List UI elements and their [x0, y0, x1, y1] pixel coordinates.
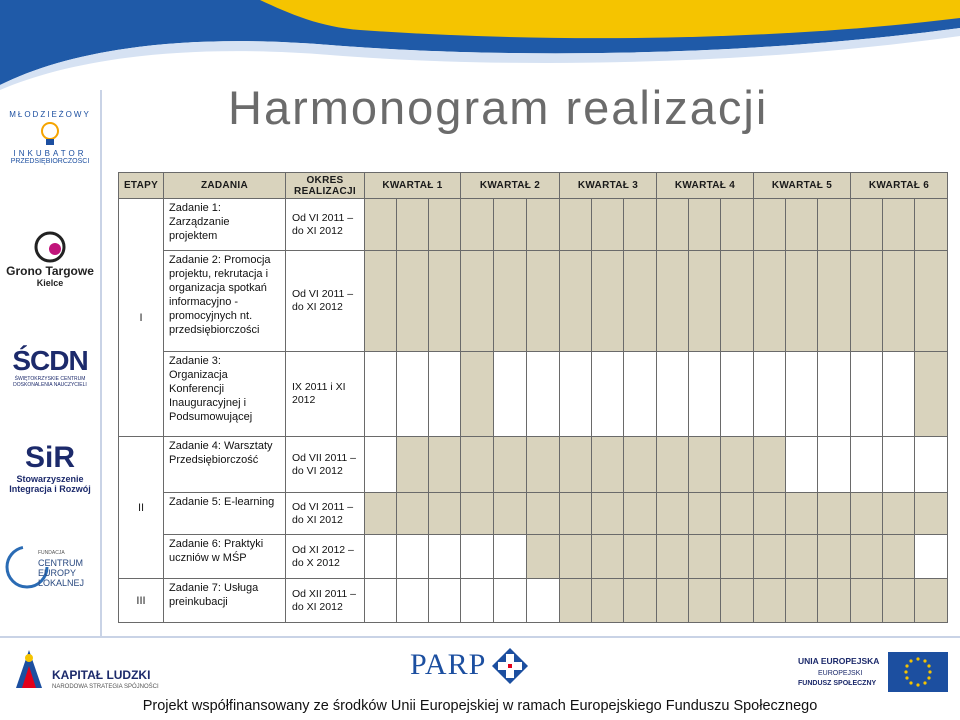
task-row	[119, 437, 948, 493]
month-cell-active	[624, 251, 657, 352]
month-cell-inactive	[818, 437, 851, 493]
month-cell-active	[915, 251, 948, 352]
task-row	[119, 493, 948, 535]
month-cell-active	[818, 251, 851, 352]
month-cell-active	[657, 437, 689, 493]
month-cell-inactive	[818, 352, 851, 437]
month-cell-active	[786, 199, 818, 251]
footer-text: Projekt współfinansowany ze środków Unii Europejskiej w ramach Europejskiego Funduszu Społecznego	[142, 698, 818, 714]
month-cell-active	[494, 199, 527, 251]
month-cell-active	[754, 579, 786, 623]
task-row	[119, 535, 948, 579]
month-cell-active	[624, 493, 657, 535]
month-cell-active	[721, 437, 754, 493]
month-cell-active	[915, 493, 948, 535]
month-cell-active	[592, 251, 624, 352]
month-cell-inactive	[851, 437, 883, 493]
month-cell-active	[494, 493, 527, 535]
header-wave	[0, 0, 960, 90]
month-cell-active	[560, 535, 592, 579]
task-text: Organizacja Konferencji Inauguracyjnej i Podsumowującej	[169, 369, 253, 423]
month-cell-active	[851, 199, 883, 251]
header-stages: ETAPY	[119, 173, 164, 199]
month-cell-active	[851, 579, 883, 623]
logo-parp	[398, 640, 540, 692]
logo-centrum-line4: LOKALNEJ	[38, 578, 85, 588]
logo-grono-line2: Kielce	[36, 278, 64, 288]
month-cell-active	[657, 251, 689, 352]
month-cell-active	[883, 579, 915, 623]
task-cell	[164, 493, 286, 535]
task-row	[119, 251, 948, 352]
month-cell-active	[624, 437, 657, 493]
month-cell-active	[494, 251, 527, 352]
month-cell-active	[786, 579, 818, 623]
month-cell-active	[527, 437, 560, 493]
month-cell-active	[592, 199, 624, 251]
month-cell-active	[754, 199, 786, 251]
period-cell: Od XI 2012 – do X 2012	[286, 535, 365, 579]
logo-kapital-line1: KAPITAŁ LUDZKI	[52, 668, 151, 682]
task-text: Zarządzanie projektem	[169, 216, 230, 242]
month-cell-inactive	[689, 352, 721, 437]
eu-flag-icon	[888, 652, 948, 692]
period-cell: IX 2011 i XI 2012	[286, 352, 365, 437]
month-cell-inactive	[754, 352, 786, 437]
month-cell-inactive	[365, 437, 397, 493]
month-cell-active	[818, 579, 851, 623]
logo-sir-line1: Stowarzyszenie	[16, 474, 84, 484]
month-cell-active	[689, 579, 721, 623]
task-label: Zadanie 5:	[169, 496, 221, 508]
logo-unia-europejska	[790, 652, 955, 698]
task-cell	[164, 199, 286, 251]
month-cell-active	[365, 251, 397, 352]
logo-sir	[2, 442, 98, 494]
month-cell-inactive	[560, 352, 592, 437]
header-quarter-6: KWARTAŁ 6	[851, 173, 948, 199]
period-cell: Od XII 2011 – do XI 2012	[286, 579, 365, 623]
task-label: Zadanie 2:	[169, 254, 221, 266]
month-cell-active	[397, 199, 429, 251]
period-cell: Od VII 2011 – do VI 2012	[286, 437, 365, 493]
month-cell-active	[851, 493, 883, 535]
month-cell-inactive	[915, 535, 948, 579]
logo-centrum-line1: FUNDACJA	[38, 550, 65, 556]
month-cell-active	[883, 535, 915, 579]
header-quarter-3: KWARTAŁ 3	[560, 173, 657, 199]
month-cell-active	[560, 199, 592, 251]
month-cell-active	[689, 535, 721, 579]
month-cell-active	[883, 493, 915, 535]
header-quarter-1: KWARTAŁ 1	[365, 173, 461, 199]
month-cell-active	[624, 199, 657, 251]
logo-grono-line1: Grono Targowe	[6, 264, 94, 278]
month-cell-active	[592, 535, 624, 579]
month-cell-active	[818, 535, 851, 579]
month-cell-inactive	[721, 352, 754, 437]
logo-centrum-europy	[2, 542, 104, 588]
header-period: OKRES REALIZACJI	[286, 173, 365, 199]
month-cell-active	[592, 493, 624, 535]
month-cell-inactive	[527, 352, 560, 437]
month-cell-active	[365, 493, 397, 535]
header-row	[119, 173, 948, 199]
month-cell-inactive	[397, 535, 429, 579]
month-cell-inactive	[397, 352, 429, 437]
month-cell-active	[818, 493, 851, 535]
stage-cell: I	[119, 199, 164, 437]
month-cell-active	[689, 199, 721, 251]
month-cell-inactive	[657, 352, 689, 437]
task-cell	[164, 251, 286, 352]
logo-ue-line1: UNIA EUROPEJSKA	[798, 656, 880, 666]
task-row	[119, 352, 948, 437]
month-cell-active	[754, 493, 786, 535]
task-cell	[164, 579, 286, 623]
month-cell-active	[657, 493, 689, 535]
month-cell-active	[461, 493, 494, 535]
logo-centrum-line3: EUROPY	[38, 568, 77, 578]
month-cell-active	[754, 437, 786, 493]
month-cell-active	[721, 579, 754, 623]
bulb-icon	[39, 121, 61, 147]
grono-icon	[33, 230, 67, 264]
month-cell-inactive	[624, 352, 657, 437]
month-cell-active	[915, 352, 948, 437]
task-text: E-learning	[224, 496, 275, 508]
month-cell-active	[560, 493, 592, 535]
sidebar-logos	[0, 90, 102, 636]
parp-cross-icon	[490, 646, 530, 686]
logo-grono-targowe	[2, 230, 98, 288]
period-cell: Od VI 2011 – do XI 2012	[286, 251, 365, 352]
task-label: Zadanie 7:	[169, 582, 221, 594]
month-cell-active	[527, 493, 560, 535]
month-cell-inactive	[851, 352, 883, 437]
month-cell-inactive	[915, 437, 948, 493]
month-cell-inactive	[494, 352, 527, 437]
month-cell-active	[397, 251, 429, 352]
month-cell-inactive	[494, 579, 527, 623]
month-cell-active	[397, 437, 429, 493]
task-text: Praktyki uczniów w MŚP	[169, 538, 264, 564]
month-cell-inactive	[883, 437, 915, 493]
task-text: Promocja projektu, rekrutacja i organizacja spotkań informacyjno - promocyjnych nt. przedsiębiorczości	[169, 254, 271, 336]
month-cell-active	[624, 579, 657, 623]
month-cell-inactive	[527, 579, 560, 623]
logo-mlodziezowy-line1: MŁODZIEŻOWY	[9, 110, 91, 119]
month-cell-active	[592, 579, 624, 623]
month-cell-active	[851, 535, 883, 579]
task-cell	[164, 437, 286, 493]
month-cell-inactive	[365, 579, 397, 623]
month-cell-active	[689, 437, 721, 493]
month-cell-inactive	[592, 352, 624, 437]
kapital-ludzki-icon	[12, 648, 46, 692]
header-quarter-4: KWARTAŁ 4	[657, 173, 754, 199]
month-cell-active	[915, 579, 948, 623]
logo-mlodziezowy-line2: INKUBATOR	[13, 149, 87, 158]
month-cell-active	[461, 352, 494, 437]
task-row	[119, 199, 948, 251]
month-cell-active	[689, 493, 721, 535]
month-cell-inactive	[786, 352, 818, 437]
month-cell-active	[851, 251, 883, 352]
task-label: Zadanie 6:	[169, 538, 221, 550]
footer-divider	[0, 636, 960, 638]
period-cell: Od VI 2011 – do XI 2012	[286, 493, 365, 535]
month-cell-active	[397, 493, 429, 535]
month-cell-active	[527, 199, 560, 251]
month-cell-active	[786, 251, 818, 352]
month-cell-inactive	[461, 579, 494, 623]
month-cell-inactive	[429, 352, 461, 437]
month-cell-active	[818, 199, 851, 251]
month-cell-active	[560, 251, 592, 352]
month-cell-active	[429, 251, 461, 352]
month-cell-active	[786, 535, 818, 579]
task-label: Zadanie 1:	[169, 202, 221, 214]
month-cell-inactive	[494, 535, 527, 579]
month-cell-active	[494, 437, 527, 493]
month-cell-active	[721, 493, 754, 535]
month-cell-active	[721, 535, 754, 579]
header-tasks: ZADANIA	[164, 173, 286, 199]
task-label: Zadanie 4:	[169, 440, 221, 452]
logo-scdn	[2, 346, 98, 388]
month-cell-active	[754, 535, 786, 579]
month-cell-active	[592, 437, 624, 493]
month-cell-active	[657, 579, 689, 623]
task-row	[119, 579, 948, 623]
header-quarter-5: KWARTAŁ 5	[754, 173, 851, 199]
task-label: Zadanie 3:	[169, 355, 221, 367]
month-cell-inactive	[786, 437, 818, 493]
schedule-table	[118, 172, 948, 623]
task-text: Warsztaty Przedsiębiorczość	[169, 440, 273, 466]
logo-scdn-name: ŚCDN	[12, 345, 88, 376]
task-text: Usługa preinkubacji	[169, 582, 259, 608]
month-cell-inactive	[397, 579, 429, 623]
month-cell-active	[689, 251, 721, 352]
month-cell-active	[721, 199, 754, 251]
month-cell-active	[461, 199, 494, 251]
logo-parp-name: PARP	[410, 648, 487, 681]
month-cell-active	[461, 437, 494, 493]
month-cell-inactive	[429, 579, 461, 623]
month-cell-active	[883, 251, 915, 352]
logo-mlodziezowy-inkubator	[2, 110, 98, 165]
task-cell	[164, 535, 286, 579]
month-cell-active	[560, 437, 592, 493]
month-cell-inactive	[365, 535, 397, 579]
month-cell-active	[527, 535, 560, 579]
month-cell-inactive	[461, 535, 494, 579]
month-cell-active	[883, 199, 915, 251]
month-cell-active	[721, 251, 754, 352]
stage-cell: III	[119, 579, 164, 623]
month-cell-active	[624, 535, 657, 579]
month-cell-active	[527, 251, 560, 352]
logo-ue-line2: EUROPEJSKI	[818, 670, 863, 677]
logo-ue-line3: FUNDUSZ SPOŁECZNY	[798, 680, 877, 687]
month-cell-active	[461, 251, 494, 352]
month-cell-inactive	[883, 352, 915, 437]
month-cell-active	[754, 251, 786, 352]
month-cell-active	[429, 437, 461, 493]
task-cell	[164, 352, 286, 437]
slide-title: Harmonogram realizacji	[228, 81, 769, 134]
period-cell: Od VI 2011 – do XI 2012	[286, 199, 365, 251]
header-quarter-2: KWARTAŁ 2	[461, 173, 560, 199]
stage-cell: II	[119, 437, 164, 579]
logo-centrum-line2: CENTRUM	[38, 558, 83, 568]
month-cell-active	[560, 579, 592, 623]
logo-mlodziezowy-line3: PRZEDSIĘBIORCZOŚCI	[10, 158, 90, 165]
month-cell-inactive	[429, 535, 461, 579]
logo-scdn-sub: ŚWIĘTOKRZYSKIE CENTRUM DOSKONALENIA NAUCZYCIELI	[13, 376, 87, 388]
logo-kapital-ludzki	[12, 648, 172, 694]
logo-sir-line2: Integracja i Rozwój	[9, 484, 91, 494]
logo-sir-name: SiR	[24, 441, 75, 474]
month-cell-active	[915, 199, 948, 251]
month-cell-active	[657, 199, 689, 251]
month-cell-active	[365, 199, 397, 251]
month-cell-active	[786, 493, 818, 535]
month-cell-active	[657, 535, 689, 579]
month-cell-active	[429, 199, 461, 251]
logo-kapital-line2: NARODOWA STRATEGIA SPÓJNOŚCI	[52, 684, 159, 690]
month-cell-active	[429, 493, 461, 535]
month-cell-inactive	[365, 352, 397, 437]
